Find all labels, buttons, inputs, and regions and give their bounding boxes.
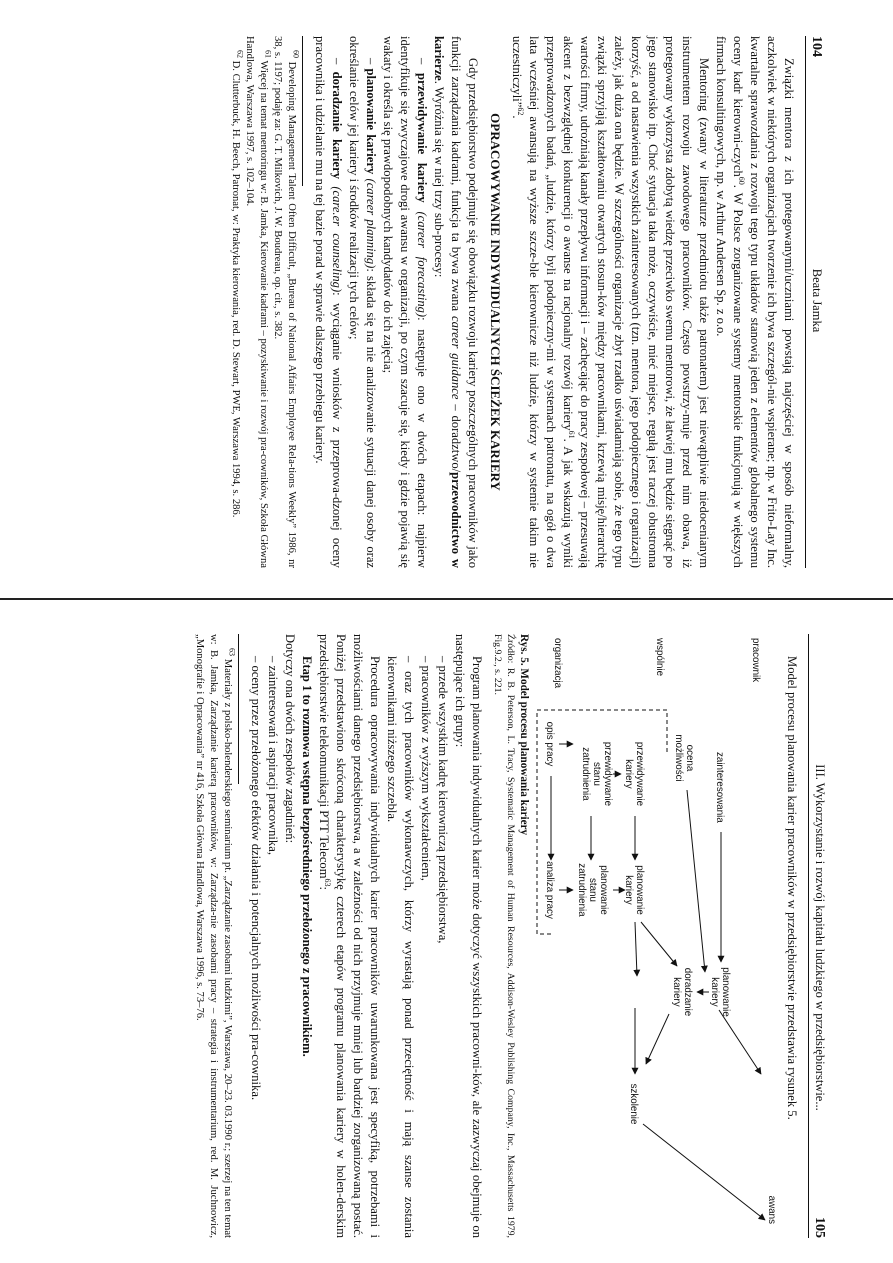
career-process-diagram — [533, 634, 781, 1234]
paragraph: Związki mentora z ich protegowanymi/uczniami powstają najczęściej w sposób nieformalny, aczkolwiek w niektórych organizacjach tworzenie ich bywa szczegól-nie wspierane; np. w Frito-Lay Inc. kwartalne sprawozdania z rozwoju tego typu układów stanowią jeden z elementów globalnego systemu oceny kadr kierowni-czych$^{60}$. W Polsce zorganizowane systemy mentorskie funkcjonują w większych firmach konsultingowych, np. w Arthur Andersen Sp. z o.o. — [714, 36, 796, 568]
paragraph: Dotyczy ona dwóch zespołów zagadnień: — [283, 634, 297, 844]
node-analiza-pracy: analiza pracy — [544, 861, 555, 919]
paragraph: Program planowania indywidualnych karier może dotyczyć wszystkich pracowni-ków, ale zazwyczaj obejmuje on następujące ich grupy: — [453, 634, 484, 1238]
arrow — [635, 922, 637, 976]
paragraph: Etap 1 to rozmowa wstępna bezpośredniego przełożonego z pracownikiem. — [300, 656, 314, 1057]
arrow — [643, 1124, 765, 1220]
figure-caption: Rys. 5. Model procesu planowania kariery — [518, 634, 530, 836]
node-zainteresowania: zainteresowania — [714, 752, 725, 823]
footnote: $^{61}$ Więcej na temat mentoringu w: B. Jamka, Kierowanie kadrami – pozyskiwanie i rozwój pra-cowników, Szkoła Główna Handlowa, Warszawa 1997, s. 102–104. — [244, 36, 273, 568]
list-item: – pracowników z wyższym wykształceniem, — [419, 656, 433, 881]
list-item: – zainteresowań i aspiracji pracownika, — [266, 656, 280, 855]
paragraph: Mentoring (zwany w literaturze przedmiotu także patronatem) jest niewątpliwie niedocenianym instrumentem rozwoju zawodowego pracowników. Często powstrzy-muje przed nim obawa, iż protegowany wykorzysta zdobytą wiedzę przeciwko swemu mentorowi, że łatwiej mu będzie sięgnąć po jego stanowisko itp. Choć sytuacja taka może, oczywiście, mieć miejsce, regułą jest raczej obustronna korzyść, a od nastawienia wszystkich zainteresowanych (tzn. mentora, jego podopiecznego i organizacji) zależy, jak duża ona będzie. W szczególności organizacje zbyt rzadko uświadamiają sobie, że tego typu związki sprzyjają kształtowaniu otwartych stosun-ków między pracownikami, krzewią misję/hierarchię wartości firmy, udrożniają kanały przepływu informacji i – zachęcając do pracy zespołowej – przesuwają akcent z bezwzględnej konkurencji o awanse na racjonalny rozwój kariery$^{61}$. A jak wskazują wyniki przeprowadzonych badań, „ludzie, którzy byli podopieczny-mi w systemach patronatu, na ogół o dwa lata wcześniej awansują na wyższe szcze-ble kierownicze niż ludzie, którzy w systemie takim nie uczestniczyli”$^{62}$. — [510, 36, 711, 568]
footnote-ref: 60 — [737, 176, 747, 185]
node-przewidywanie-kariery: przewidywaniekariery — [623, 741, 645, 807]
page-divider — [0, 598, 893, 600]
footnote: $^{60}$ Developing Management Talent Often Difficult, „Bureau of National Affairs Employee Rela-tions Weekly” 1986, nr 38, s. 1197; podaję za: G. T. Milkovich, J. W. Boudreau, op. cit., s. 382. — [272, 36, 301, 568]
arrow — [641, 922, 677, 966]
running-head: III. Wykorzystanie i rozwój kapitału ludzkiego w przedsiębiorstwie... — [813, 764, 827, 1111]
footnote-ref: 63 — [323, 878, 333, 887]
page-number: 105 — [812, 1216, 827, 1238]
footnote-rule — [302, 36, 303, 186]
label-organizacja: organizacja — [552, 638, 563, 689]
node-szkolenie: szkolenie — [628, 1083, 639, 1125]
running-head: Beata Jamka — [810, 268, 824, 333]
page-header — [805, 36, 825, 568]
label-pracownik: pracownik — [750, 638, 761, 683]
node-ocena: ocenamożliwości — [673, 734, 695, 782]
list-item: – przede wszystkim kadrę kierowniczą przedsiębiorstwa, — [436, 656, 450, 944]
node-planowanie-top: planowaniekariery — [709, 967, 731, 1017]
node-opis-pracy: opis pracy — [544, 721, 555, 767]
footnote-ref: 61 — [567, 430, 577, 439]
arrow — [719, 1010, 761, 1074]
node-awans: awans — [766, 1195, 777, 1224]
list-item: – oraz tych pracowników wykonawczych, którzy wyrastają ponad przeciętność i mają szanse zostania kierownikami niższego szczebla. — [385, 656, 416, 1238]
paragraph: Procedura opracowywania indywidualnych karier pracowników uwarunkowana jest specyfiką, potrzebami i możliwościami danego przedsiębiorstwa, a w zależności od nich przyjmuje mniej lub bardziej zorganizowaną postać. Poniżej przedstawiono skróconą charakterystykę czterech etapów programu planowania kariery w holen-derskim przedsiębiorstwie telekomunikacji PTT Telecom$^{63}$: — [317, 634, 382, 1238]
footnote-rule — [238, 634, 239, 784]
page-number: 104 — [809, 36, 824, 57]
arrow — [687, 790, 705, 972]
footnote: $^{63}$ Materiały z polsko-holenderskiego seminarium pt. „Zarządzanie zasobami ludzkimi”, Warszawa, 20–23. 03.1990 r.; szerzej na ten temat w: B. Jamka, Zarządzanie karierą pracowników, w: Zarządza-nie zasobami pracy – strategia i instrumentarium, red. M. Juchnowicz, „Monografie i Opracowania” nr 416, Szkoła Główna Handlowa, Warszawa 1996, s. 73–76. — [194, 634, 237, 1239]
paragraph: Model procesu planowania karier pracowników w przedsiębiorstwie przedstawia rysunek 5. — [785, 656, 799, 1120]
node-przewidywanie-stanu: przewidywaniestanuzatrudnienia — [580, 741, 613, 807]
list-item: – oceny przez przełożonego efektów działania i potencjalnych możliwości pra-cownika. — [249, 656, 263, 1101]
figure-source: Źródło: R. B. Peterson, L. Tracy, Systematic Management of Human Resources, Addison-Wesley Publishing Company, Inc., Massachusetts 1979, Fig.9.2., s. 221. — [492, 634, 516, 1238]
label-wspolnie: wspólnie — [654, 638, 665, 677]
node-planowanie-kariery: planowaniekariery — [623, 865, 645, 915]
page-104 — [33, 32, 825, 572]
paragraph: Gdy przedsiębiorstwo podejmuje się obowiązku rozwoju kariery poszczególnych pracowników jako funkcji zarządzania kadrami, funkcja ta bywa zwana career guidance – doradztwo/przewodnictwo w karierze. Wyróżnia się w niej trzy sub-procesy: — [432, 36, 480, 568]
footnote-ref: 62 — [516, 107, 526, 116]
list-item: – przewidywanie kariery (career forecasting): następuje ono w dwóch etapach: najpierw identyfikuje się zwyczajowe drogi awansu w organizacji, po czym szacuje się, kiedy i gdzie pojawią się wakaty i określa się prawdopodobnych kandydatów do ich zajęcia; — [381, 36, 429, 568]
footnote: $^{62}$ D. Clutterbuck, H. Beech, Patronat, w: Praktyka kierowania, red. D. Stewart, PWE, Warszawa 1994, s. 286. — [230, 50, 245, 518]
arrow — [646, 1014, 669, 1064]
section-heading: OPRACOWYWANIE INDYWIDUALNYCH ŚCIEŻEK KARIERY — [488, 113, 503, 491]
list-item: – planowanie kariery (career planning): składa się na nie analizowanie sytuacji danej osoby oraz określanie celów jej kariery i środków realizacji tych celów; — [347, 36, 378, 569]
node-doradzanie: doradzaniekariery — [671, 967, 693, 1017]
list-item: – doradzanie kariery (care.er counseling): wyciąganie wniosków z przeprowa-dzonej oceny pracownika i udzielanie mu na tej bazie porad w sprawie dalszego przebiegu kariery. — [313, 36, 344, 568]
page-header — [808, 634, 828, 1238]
node-planowanie-stanu: planowaniestanuzatrudnienia — [576, 863, 609, 917]
page-105 — [140, 630, 828, 1242]
